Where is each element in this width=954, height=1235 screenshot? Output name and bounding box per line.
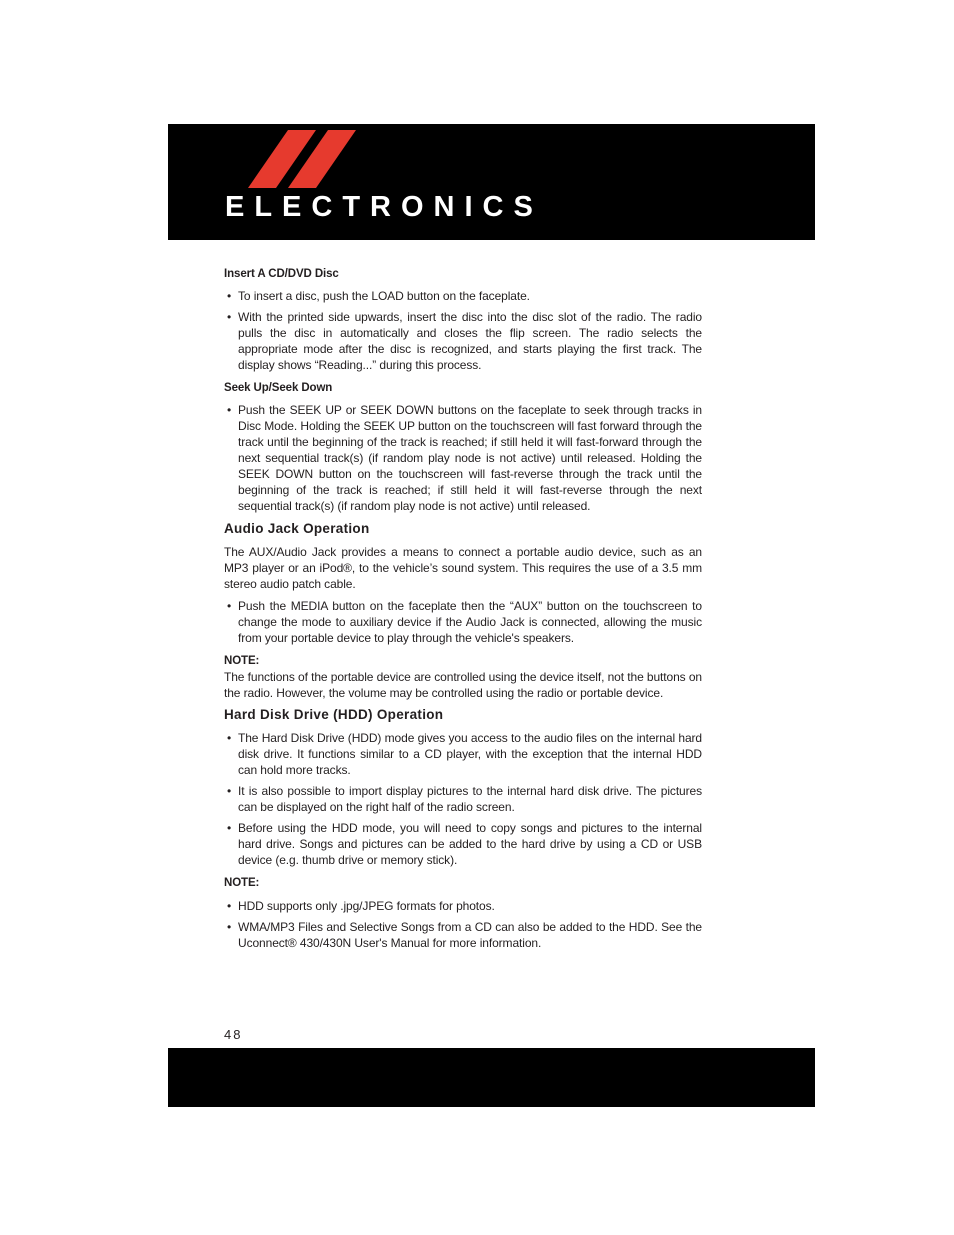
heading-hdd: Hard Disk Drive (HDD) Operation [224, 707, 444, 722]
audio-jack-paragraph: The AUX/Audio Jack provides a means to connect a portable audio device, such as an MP3 player or an iPod®, to the vehicle’s sound system. This requires the use of a 3.5 mm stereo audio patch cable. [224, 545, 702, 591]
heading-insert-disc: Insert A CD/DVD Disc [224, 268, 339, 280]
list-item: • The Hard Disk Drive (HDD) mode gives you access to the audio files on the internal hard disk drive. It functions similar to a CD player, with the exception that the internal HDD can hold more tracks. [227, 731, 702, 777]
list-item: • WMA/MP3 Files and Selective Songs from a CD can also be added to the HDD. See the Uconnect® 430/430N User's Manual for more information. [227, 920, 702, 950]
heading-seek: Seek Up/Seek Down [224, 382, 333, 394]
header-band [168, 124, 815, 240]
bullet-icon: • [227, 310, 232, 324]
note-label: NOTE: [224, 655, 260, 667]
bullet-icon: • [227, 821, 232, 835]
bullet-icon: • [227, 899, 232, 913]
heading-audio-jack: Audio Jack Operation [224, 521, 370, 536]
list-item: • It is also possible to import display pictures to the internal hard disk drive. The pictures can be displayed on the right half of the radio screen. [227, 784, 702, 814]
brand-stripes-logo [248, 130, 368, 190]
audio-jack-list [224, 598, 702, 646]
page-number: 48 [224, 1027, 243, 1042]
list-item: • Before using the HDD mode, you will need to copy songs and pictures to the internal hard drive. Songs and pictures can be added to the hard drive by using a CD or USB device (e.g. thumb drive or memory stick). [227, 821, 702, 867]
bullet-icon: • [227, 784, 232, 798]
seek-list [224, 402, 702, 514]
hdd-note-list [224, 898, 702, 951]
note-label: NOTE: [224, 877, 260, 889]
bullet-icon: • [227, 731, 232, 745]
bullet-icon: • [227, 920, 232, 934]
bullet-icon: • [227, 599, 232, 613]
list-item: • Push the MEDIA button on the faceplate then the “AUX” button on the touchscreen to change the mode to auxiliary device if the Audio Jack is connected, allowing the music from your portable device to play through the vehicle's speakers. [227, 599, 702, 645]
page-section-title: ELECTRONICS [225, 191, 543, 223]
bullet-icon: • [227, 289, 232, 303]
list-item: • To insert a disc, push the LOAD button on the faceplate. [227, 289, 530, 303]
hdd-list [224, 730, 702, 868]
footer-band [168, 1048, 815, 1107]
page-content [224, 266, 702, 958]
list-item: • With the printed side upwards, insert the disc into the disc slot of the radio. The radio pulls the disc in automatically and closes the flip screen. The radio selects the appropriate mode after the disc is recognized, and starts playing the first track. The display shows “Reading...” during this process. [227, 310, 702, 372]
audio-jack-note: The functions of the portable device are controlled using the device itself, not the buttons on the radio. However, the volume may be controlled using the radio or portable device. [224, 670, 702, 700]
list-item: • HDD supports only .jpg/JPEG formats for photos. [227, 899, 495, 913]
insert-disc-list [224, 288, 702, 373]
bullet-icon: • [227, 403, 232, 417]
list-item: • Push the SEEK UP or SEEK DOWN buttons on the faceplate to seek through tracks in Disc Mode. Holding the SEEK UP button on the touchscreen will fast forward through the track until the beginning of the track is reached; if still held it will fast-forward through the next sequential track(s) (if random play node is not active) until released. Holding the SEEK DOWN button on the touchscreen will fast-reverse through the track until the beginning of the track is reached; if still held it will fast-reverse through the next sequential track(s) (if random play node is not active) until released. [227, 403, 702, 513]
